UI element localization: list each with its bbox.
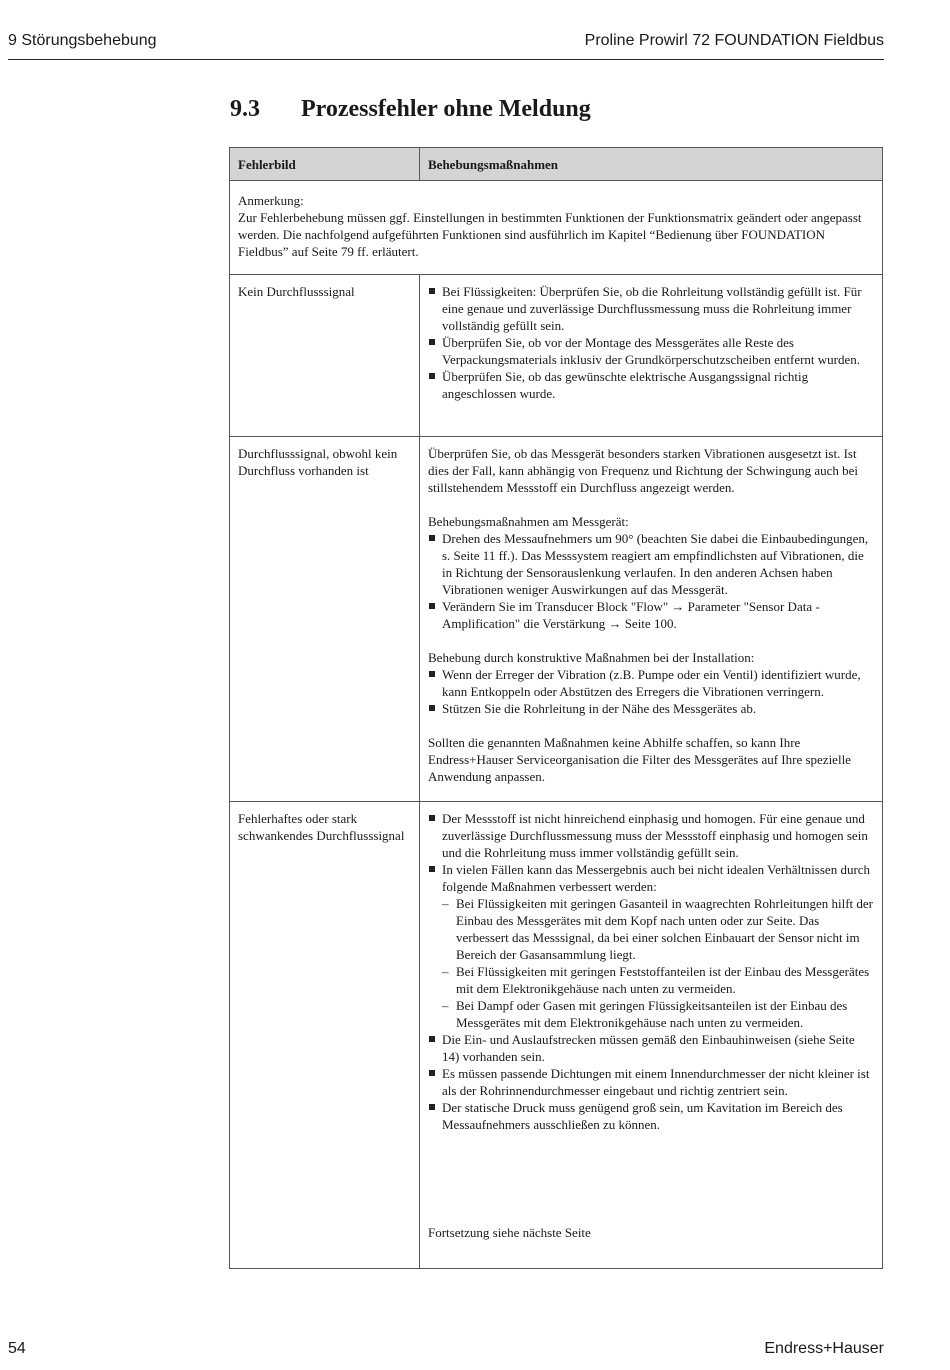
remedy-cell <box>420 802 883 1269</box>
section-number: 9.3 <box>230 96 260 122</box>
list-item: Der Messstoff ist nicht hinreichend einphasig und homogen. Für eine genaue und zuverlässige Durchflussmessung muss der Messstoff einphasig und homogen sein und die Rohrleitung muss immer vollständig gefüllt sein. <box>428 810 874 861</box>
continuation-note: Fortsetzung siehe nächste Seite <box>428 1225 591 1240</box>
remedy-list <box>428 810 874 1133</box>
note-label: Anmerkung: <box>238 193 304 208</box>
list-item: Überprüfen Sie, ob das gewünschte elektrische Ausgangssignal richtig angeschlossen wurde. <box>428 368 874 402</box>
list-item: Die Ein- und Auslaufstrecken müssen gemäß den Einbauhinweisen (siehe Seite 14) vorhanden sein. <box>428 1031 874 1065</box>
sub-list-item: – Bei Dampf oder Gasen mit geringen Flüssigkeitsanteilen ist der Einbau des Messgerätes mit dem Elektronikgehäuse nach unten zu vermeiden. <box>442 997 874 1031</box>
header-rule <box>8 59 884 60</box>
remedy-intro: Überprüfen Sie, ob das Messgerät besonders starken Vibrationen ausgesetzt ist. Ist dies der Fall, kann abhängig von Frequenz und Richtung der Schwingung auch bei stillstehendem Messstoff ein Durchfluss angezeigt werden. <box>428 446 858 495</box>
page-number: 54 <box>8 1340 26 1357</box>
symptom-cell: Kein Durchflusssignal <box>230 275 420 437</box>
remedy-cell <box>420 275 883 437</box>
list-item <box>428 861 874 1031</box>
table-row <box>230 437 883 802</box>
column-header-remedy: Behebungsmaßnahmen <box>420 148 883 181</box>
symptom-cell: Durchflusssignal, obwohl kein Durchfluss vorhanden ist <box>230 437 420 802</box>
device-measures-heading: Behebungsmaßnahmen am Messgerät: <box>428 514 629 529</box>
running-header-product: Proline Prowirl 72 FOUNDATION Fieldbus <box>584 32 884 49</box>
table-note-row <box>230 181 883 275</box>
note-cell <box>230 181 883 275</box>
remedy-list <box>428 283 874 402</box>
section-heading <box>230 96 591 123</box>
list-item: Bei Flüssigkeiten: Überprüfen Sie, ob die Rohrleitung vollständig gefüllt ist. Für eine genaue und zuverlässige Durchflussmessung muss die Rohrleitung immer vollständig gefüllt sein. <box>428 283 874 334</box>
sub-list-item: – Bei Flüssigkeiten mit geringen Feststoffanteilen ist der Einbau des Messgerätes mit dem Elektronikgehäuse nach unten zu vermeiden. <box>442 963 874 997</box>
list-item: Drehen des Messaufnehmers um 90° (beachten Sie dabei die Einbaubedingungen, s. Seite 11 ff.). Das Messsystem reagiert am empfindlichsten auf Vibrationen, die in Richtung der Sensorauslenkung verlaufen. In den anderen Achsen haben Vibrationen weniger Auswirkungen auf das Messgerät. <box>428 530 874 598</box>
symptom-cell: Fehlerhaftes oder stark schwankendes Durchflusssignal <box>230 802 420 1269</box>
brand-name: Endress+Hauser <box>764 1340 884 1357</box>
list-item: Wenn der Erreger der Vibration (z.B. Pumpe oder ein Ventil) identifiziert wurde, kann Entkoppeln oder Abstützen des Erregers die Vibrationen verringern. <box>428 666 874 700</box>
device-measures-list <box>428 530 874 632</box>
remedy-cell <box>420 437 883 802</box>
running-header-chapter: 9 Störungsbehebung <box>8 32 157 49</box>
list-item-text: In vielen Fällen kann das Messergebnis auch bei nicht idealen Verhältnissen durch folgende Maßnahmen verbessert werden: <box>442 862 871 894</box>
remedy-closing: Sollten die genannten Maßnahmen keine Abhilfe schaffen, so kann Ihre Endress+Hauser Serviceorganisation die Filter des Messgerätes auf Ihre spezielle Anwendung anpassen. <box>428 735 851 784</box>
column-header-symptom: Fehlerbild <box>230 148 420 181</box>
list-item: Verändern Sie im Transducer Block "Flow" → Parameter "Sensor Data - Amplification" die Verstärkung → Seite 100. <box>428 598 874 632</box>
table-row <box>230 275 883 437</box>
table-row <box>230 802 883 1269</box>
list-item: Es müssen passende Dichtungen mit einem Innendurchmesser der nicht kleiner ist als der Rohrinnendurchmesser eingebaut und richtig zentriert sein. <box>428 1065 874 1099</box>
list-item: Stützen Sie die Rohrleitung in der Nähe des Messgerätes ab. <box>428 700 874 717</box>
sub-list-item: – Bei Flüssigkeiten mit geringen Gasanteil in waagrechten Rohrleitungen hilft der Einbau des Messgerätes mit dem Kopf nach unten oder zur Seite. Das verbessert das Messsignal, da bei einer solchen Einbauart der Sensor nicht im Bereich der Gasansammlung liegt. <box>442 895 874 963</box>
list-item: Der statische Druck muss genügend groß sein, um Kavitation im Bereich des Messaufnehmers ausschließen zu können. <box>428 1099 874 1133</box>
table-header-row <box>230 148 883 181</box>
list-item: Überprüfen Sie, ob vor der Montage des Messgerätes alle Reste des Verpackungsmaterials inklusiv der Grundkörperschutzscheiben entfernt wurden. <box>428 334 874 368</box>
troubleshooting-table <box>229 147 883 1269</box>
install-measures-list <box>428 666 874 717</box>
note-text: Zur Fehlerbehebung müssen ggf. Einstellungen in bestimmten Funktionen der Funktionsmatrix geändert oder angepasst werden. Die nachfolgend aufgeführten Funktionen sind ausführlich im Kapitel “Bedienung über FOUNDATION Fieldbus” auf Seite 79 ff. erläutert. <box>238 210 862 259</box>
sub-list <box>442 895 874 1031</box>
install-measures-heading: Behebung durch konstruktive Maßnahmen bei der Installation: <box>428 650 755 665</box>
section-title: Prozessfehler ohne Meldung <box>301 96 591 122</box>
